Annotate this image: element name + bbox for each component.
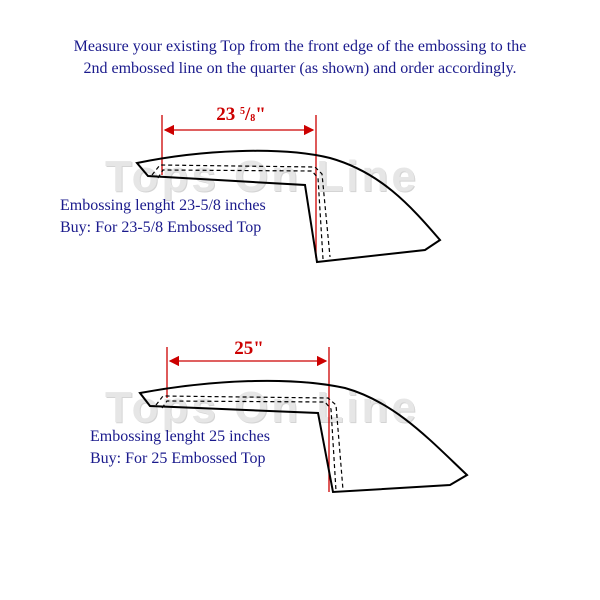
embossing-length-text: Embossing lenght 25 inches — [90, 428, 270, 445]
instructions-line-2: 2nd embossed line on the quarter (as shown) and order accordingly. — [83, 60, 517, 77]
measurement-label-2 — [234, 338, 264, 360]
instructions-line-1: Measure your existing Top from the front edge of the embossing to the — [73, 38, 527, 55]
measurement-whole: 23 — [216, 104, 236, 125]
caption-panel-1 — [60, 195, 266, 239]
watermark-top: Tops On Line — [105, 152, 419, 201]
measurement-label-1: 23 $^5/_8$" — [216, 104, 266, 125]
measurement-numerator: 5 — [239, 106, 245, 117]
embossing-length-text: Embossing lenght 23-5/8 inches — [60, 197, 266, 214]
caption-panel-2 — [90, 426, 270, 470]
buy-recommendation-text: Buy: For 25 Embossed Top — [90, 450, 266, 467]
dimension-bottom — [167, 347, 329, 492]
measurement-inch-mark: " — [255, 104, 266, 125]
measurement-value: 25" — [234, 338, 264, 359]
buy-recommendation-text: Buy: For 23-5/8 Embossed Top — [60, 219, 262, 236]
measurement-denominator: 8 — [250, 113, 256, 124]
watermark-bottom: Tops On Line — [105, 383, 419, 432]
